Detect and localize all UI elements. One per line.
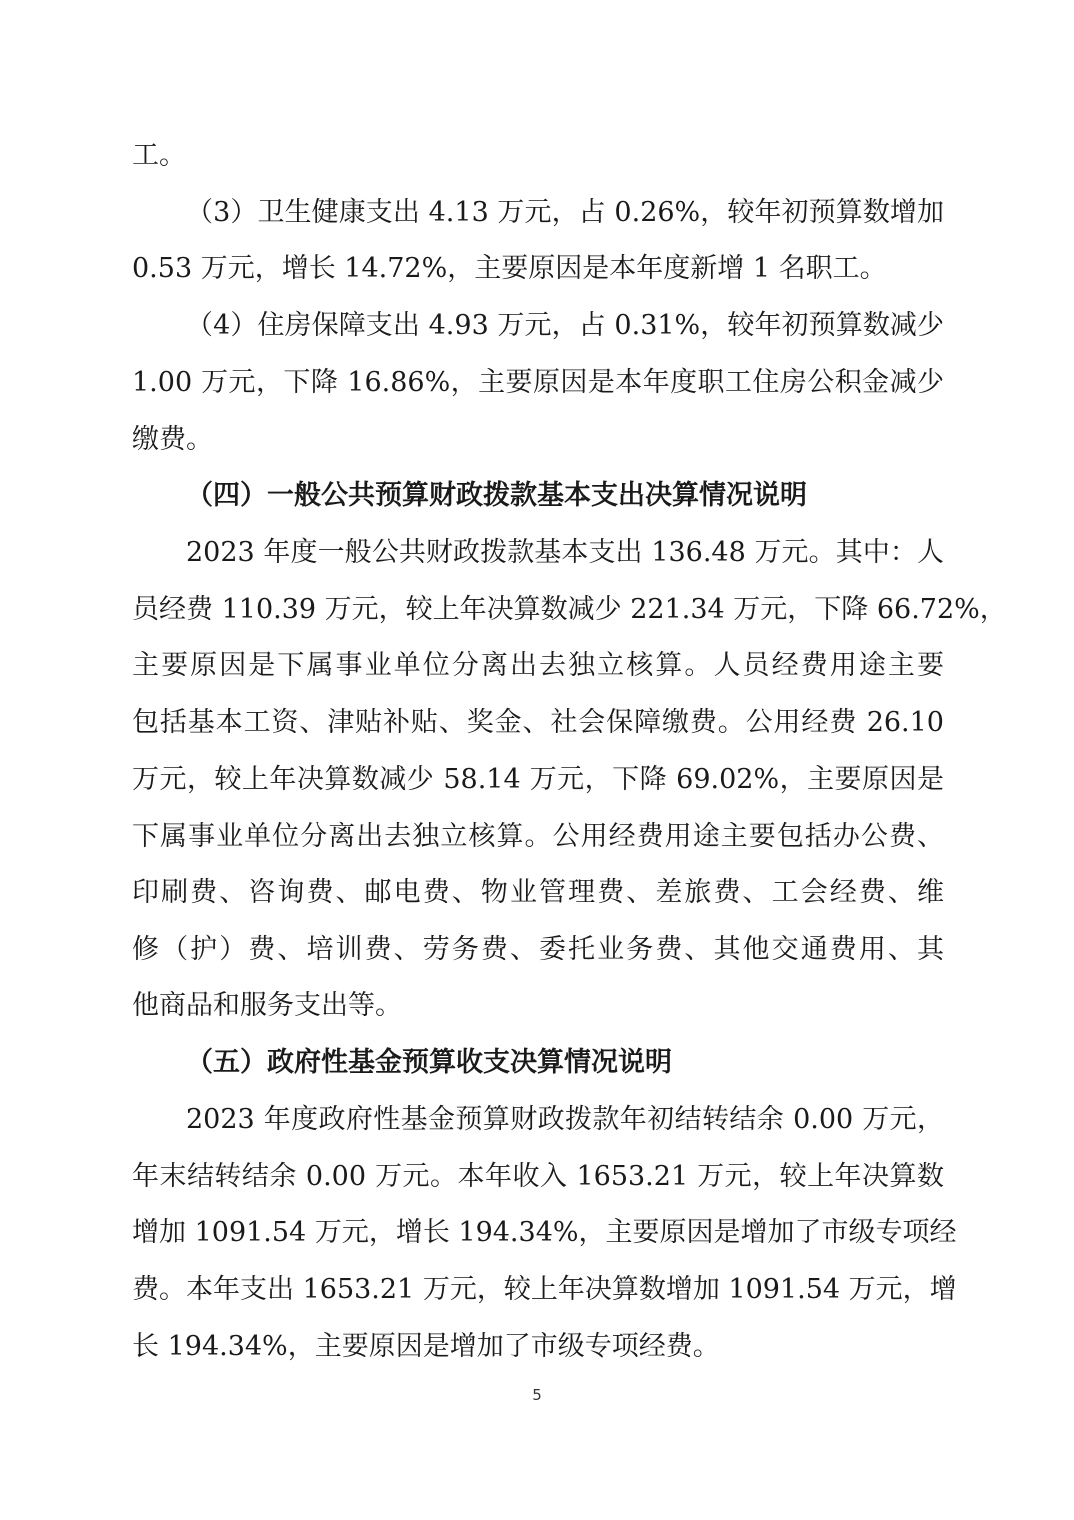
section-4-line-5: 万元，较上年决算数减少 58.14 万元，下降 69.02%，主要原因是 [132,764,944,795]
paragraph-4-line-1: （4）住房保障支出 4.93 万元，占 0.31%，较年初预算数减少 [186,310,944,341]
section-4-line-8: 修（护）费、培训费、劳务费、委托业务费、其他交通费用、其 [132,934,944,965]
continuation-line: 工。 [132,140,186,171]
section-4-line-6: 下属事业单位分离出去独立核算。公用经费用途主要包括办公费、 [132,821,944,852]
section-4-line-9: 他商品和服务支出等。 [132,990,402,1021]
section-5-heading: （五）政府性基金预算收支决算情况说明 [186,1047,672,1078]
section-5-line-2: 年末结转结余 0.00 万元。本年收入 1653.21 万元，较上年决算数 [132,1161,944,1192]
section-4-heading: （四）一般公共预算财政拨款基本支出决算情况说明 [186,480,807,511]
section-4-line-7: 印刷费、咨询费、邮电费、物业管理费、差旅费、工会经费、维 [132,877,944,908]
page-number: 5 [532,1386,542,1404]
section-5-line-5: 长 194.34%，主要原因是增加了市级专项经费。 [132,1331,720,1362]
section-5-line-3: 增加 1091.54 万元，增长 194.34%，主要原因是增加了市级专项经 [132,1217,957,1248]
paragraph-4-line-3: 缴费。 [132,424,213,455]
paragraph-3-line-1: （3）卫生健康支出 4.13 万元，占 0.26%，较年初预算数增加 [186,197,944,228]
section-5-line-4: 费。本年支出 1653.21 万元，较上年决算数增加 1091.54 万元，增 [132,1274,957,1305]
section-4-line-4: 包括基本工资、津贴补贴、奖金、社会保障缴费。公用经费 26.10 [132,707,944,738]
section-4-line-3: 主要原因是下属事业单位分离出去独立核算。人员经费用途主要 [132,650,944,681]
paragraph-3-line-2: 0.53 万元，增长 14.72%，主要原因是本年度新增 1 名职工。 [132,253,887,284]
paragraph-4-line-2: 1.00 万元，下降 16.86%，主要原因是本年度职工住房公积金减少 [132,367,944,398]
section-4-line-1: 2023 年度一般公共财政拨款基本支出 136.48 万元。其中：人 [186,537,944,568]
section-5-line-1: 2023 年度政府性基金预算财政拨款年初结转结余 0.00 万元， [186,1104,944,1135]
section-4-line-2: 员经费 110.39 万元，较上年决算数减少 221.34 万元，下降 66.72%， [132,594,1007,625]
